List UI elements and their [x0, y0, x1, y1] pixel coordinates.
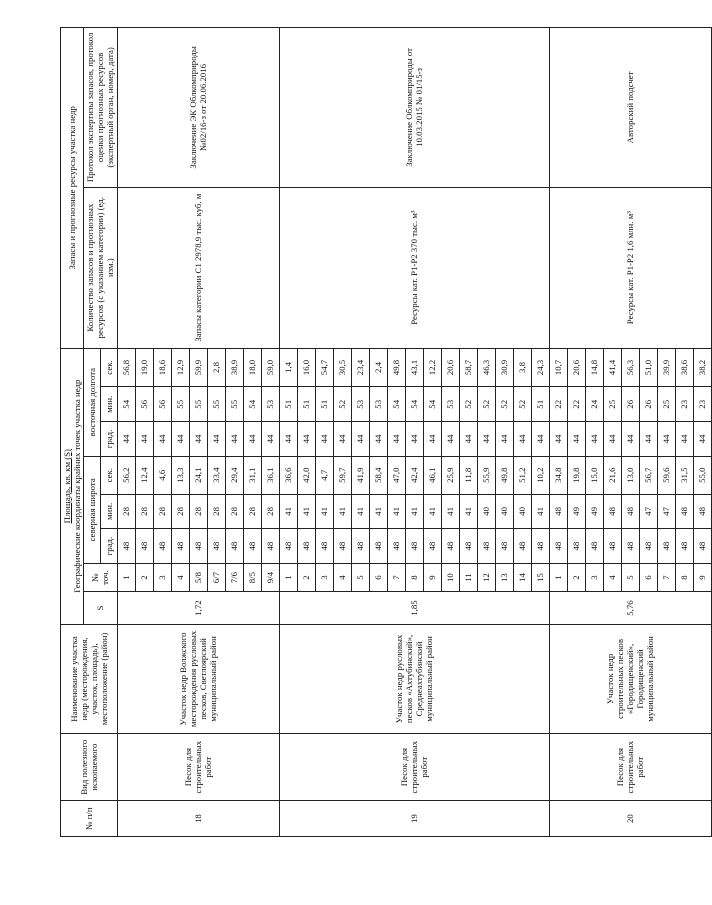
header-lat-sec: сек.	[100, 456, 117, 494]
long-sec: 18,6	[153, 348, 171, 387]
lat-min: 28	[171, 494, 189, 529]
lat-min: 28	[243, 494, 261, 529]
entry-mineral: Песок для строительных работ	[279, 734, 549, 801]
long-sec: 18,0	[243, 348, 261, 387]
long-min: 51	[531, 387, 549, 422]
lat-sec: 31,1	[243, 456, 261, 494]
lat-deg: 48	[477, 529, 495, 564]
lat-deg: 48	[135, 529, 153, 564]
lat-sec: 25,9	[441, 456, 459, 494]
header-long-min: мин.	[100, 387, 117, 422]
long-sec: 19,0	[135, 348, 153, 387]
point-number: 15	[531, 563, 549, 591]
header-protocol: Протокол экспертизы запасов, протокол оценки прогнозных ресурсов (экспертный орган, номер, дата)	[84, 28, 117, 188]
lat-min: 28	[117, 494, 135, 529]
long-deg: 44	[387, 422, 405, 457]
long-sec: 58,7	[459, 348, 477, 387]
long-deg: 44	[531, 422, 549, 457]
long-deg: 44	[549, 422, 567, 457]
long-deg: 44	[639, 422, 657, 457]
lat-deg: 48	[657, 529, 675, 564]
lat-min: 41	[531, 494, 549, 529]
lat-deg: 48	[243, 529, 261, 564]
point-number: 3	[585, 563, 603, 591]
long-sec: 3,8	[513, 348, 531, 387]
header-quantity: Количество запасов и прогнозных ресурсов (с указанием категории) (ед. изм.)	[84, 187, 117, 348]
entry-quantity: Запасы категории С1 2978,9 тыс. куб. м	[117, 187, 279, 348]
lat-min: 41	[423, 494, 441, 529]
point-number: 7	[387, 563, 405, 591]
lat-sec: 56,7	[639, 456, 657, 494]
lat-sec: 46,1	[423, 456, 441, 494]
long-sec: 2,8	[207, 348, 225, 387]
long-deg: 44	[693, 422, 711, 457]
entry-number: 19	[279, 801, 549, 837]
lat-min: 40	[477, 494, 495, 529]
lat-deg: 48	[171, 529, 189, 564]
long-min: 52	[459, 387, 477, 422]
entry-quantity: Ресурсы кат. Р1-Р2 1,6 млн. м³	[549, 187, 711, 348]
lat-min: 41	[387, 494, 405, 529]
long-min: 52	[477, 387, 495, 422]
header-name: Наименование участка недр (месторождения, участок, площадь), местоположение (район)	[61, 624, 118, 733]
long-min: 55	[225, 387, 243, 422]
long-sec: 56,8	[117, 348, 135, 387]
long-deg: 44	[261, 422, 279, 457]
long-min: 55	[189, 387, 207, 422]
long-deg: 44	[243, 422, 261, 457]
long-deg: 44	[405, 422, 423, 457]
rotated-table-frame	[60, 27, 707, 837]
header-mineral: Вид полезного ископаемого	[61, 734, 118, 801]
header-reserves: Запасы и прогнозные ресурсы участка недр	[61, 28, 84, 349]
point-number: 5	[621, 563, 639, 591]
long-sec: 49,8	[387, 348, 405, 387]
header-area-title: Площадь, кв. км (S)	[62, 449, 72, 524]
lat-deg: 48	[549, 529, 567, 564]
lat-deg: 48	[603, 529, 621, 564]
lat-deg: 48	[279, 529, 297, 564]
long-min: 22	[567, 387, 585, 422]
lat-sec: 13,3	[171, 456, 189, 494]
point-number: 11	[459, 563, 477, 591]
long-min: 51	[279, 387, 297, 422]
long-deg: 44	[153, 422, 171, 457]
lat-deg: 48	[189, 529, 207, 564]
lat-min: 40	[513, 494, 531, 529]
table-body	[117, 28, 711, 837]
long-sec: 12,2	[423, 348, 441, 387]
long-min: 53	[369, 387, 387, 422]
lat-min: 49	[585, 494, 603, 529]
lat-deg: 48	[153, 529, 171, 564]
lat-deg: 48	[459, 529, 477, 564]
lat-sec: 13,0	[621, 456, 639, 494]
lat-sec: 59,6	[657, 456, 675, 494]
lat-min: 41	[279, 494, 297, 529]
lat-sec: 42,0	[297, 456, 315, 494]
lat-sec: 36,6	[279, 456, 297, 494]
lat-deg: 48	[495, 529, 513, 564]
long-sec: 43,1	[405, 348, 423, 387]
long-deg: 44	[675, 422, 693, 457]
entry-area: 1,85	[279, 592, 549, 625]
long-min: 55	[207, 387, 225, 422]
long-min: 53	[351, 387, 369, 422]
lat-deg: 48	[207, 529, 225, 564]
lat-min: 41	[405, 494, 423, 529]
point-number: 2	[297, 563, 315, 591]
lat-min: 48	[675, 494, 693, 529]
lat-sec: 51,2	[513, 456, 531, 494]
lat-sec: 42,4	[405, 456, 423, 494]
point-number: 1	[279, 563, 297, 591]
long-sec: 38,6	[675, 348, 693, 387]
entry-mineral: Песок для строительных работ	[117, 734, 279, 801]
lat-min: 48	[693, 494, 711, 529]
long-min: 56	[135, 387, 153, 422]
point-number: 7	[657, 563, 675, 591]
point-number: 12	[477, 563, 495, 591]
long-sec: 30,9	[495, 348, 513, 387]
lat-sec: 15,0	[585, 456, 603, 494]
point-number: 2	[567, 563, 585, 591]
long-deg: 44	[495, 422, 513, 457]
long-deg: 44	[207, 422, 225, 457]
header-coords-title: Географические координаты крайних точек участка недр	[72, 379, 83, 593]
header-long-sec: сек.	[100, 348, 117, 387]
lat-sec: 58,4	[369, 456, 387, 494]
long-sec: 38,9	[225, 348, 243, 387]
header-lat-min: мин.	[100, 494, 117, 529]
lat-min: 41	[369, 494, 387, 529]
lat-sec: 47,0	[387, 456, 405, 494]
long-min: 24	[585, 387, 603, 422]
long-sec: 20,6	[441, 348, 459, 387]
long-min: 51	[297, 387, 315, 422]
lat-sec: 21,6	[603, 456, 621, 494]
lat-sec: 41,9	[351, 456, 369, 494]
long-min: 54	[117, 387, 135, 422]
point-number: 6	[639, 563, 657, 591]
header-point-no: № точ.	[84, 563, 117, 591]
long-min: 54	[405, 387, 423, 422]
long-min: 25	[603, 387, 621, 422]
lat-sec: 10,2	[531, 456, 549, 494]
lat-min: 49	[567, 494, 585, 529]
header-area	[61, 348, 84, 624]
table-row	[279, 28, 297, 837]
table-row	[117, 28, 135, 837]
header-lat-deg: град.	[100, 529, 117, 564]
point-number: 8	[405, 563, 423, 591]
lat-min: 48	[603, 494, 621, 529]
entry-name: Участок недр строительных песков «Городищенский», Городищенский муниципальный район	[549, 624, 711, 733]
long-sec: 1,4	[279, 348, 297, 387]
long-min: 22	[549, 387, 567, 422]
long-sec: 56,3	[621, 348, 639, 387]
long-sec: 2,4	[369, 348, 387, 387]
long-deg: 44	[621, 422, 639, 457]
lat-min: 28	[153, 494, 171, 529]
lat-sec: 12,4	[135, 456, 153, 494]
point-number: 9/4	[261, 563, 279, 591]
point-number: 8/5	[243, 563, 261, 591]
lat-sec: 34,8	[549, 456, 567, 494]
entry-area: 1,72	[117, 592, 279, 625]
long-sec: 23,4	[351, 348, 369, 387]
lat-deg: 48	[567, 529, 585, 564]
long-sec: 16,0	[297, 348, 315, 387]
lat-sec: 11,8	[459, 456, 477, 494]
entry-protocol: Авторский подсчет	[549, 28, 711, 188]
point-number: 8	[675, 563, 693, 591]
lat-min: 41	[315, 494, 333, 529]
point-number: 3	[153, 563, 171, 591]
subsoil-registry-table	[60, 27, 712, 837]
lat-min: 28	[225, 494, 243, 529]
lat-min: 28	[135, 494, 153, 529]
long-sec: 51,0	[639, 348, 657, 387]
long-deg: 44	[351, 422, 369, 457]
long-sec: 59,9	[189, 348, 207, 387]
long-deg: 44	[513, 422, 531, 457]
lat-min: 47	[657, 494, 675, 529]
point-number: 4	[603, 563, 621, 591]
point-number: 1	[117, 563, 135, 591]
lat-deg: 48	[117, 529, 135, 564]
lat-min: 28	[207, 494, 225, 529]
long-deg: 44	[369, 422, 387, 457]
long-deg: 44	[333, 422, 351, 457]
lat-deg: 48	[423, 529, 441, 564]
long-deg: 44	[171, 422, 189, 457]
lat-sec: 4,6	[153, 456, 171, 494]
point-number: 13	[495, 563, 513, 591]
long-min: 55	[171, 387, 189, 422]
header-north-lat: северная широта	[84, 456, 101, 563]
long-deg: 44	[567, 422, 585, 457]
point-number: 7/6	[225, 563, 243, 591]
lat-min: 28	[189, 494, 207, 529]
long-min: 23	[693, 387, 711, 422]
lat-sec: 59,7	[333, 456, 351, 494]
long-deg: 44	[135, 422, 153, 457]
lat-deg: 48	[405, 529, 423, 564]
table-row	[549, 28, 567, 837]
long-deg: 44	[477, 422, 495, 457]
entry-number: 20	[549, 801, 711, 837]
long-min: 56	[153, 387, 171, 422]
point-number: 6/7	[207, 563, 225, 591]
long-min: 52	[333, 387, 351, 422]
long-sec: 41,4	[603, 348, 621, 387]
long-deg: 44	[189, 422, 207, 457]
long-deg: 44	[117, 422, 135, 457]
entry-protocol: Заключение ЭК Облкомприроды №02/16-з от 20.06.2016	[117, 28, 279, 188]
long-sec: 10,7	[549, 348, 567, 387]
entry-protocol: Заключение Облкомприроды от 10.03.2015 № 01/15-з	[279, 28, 549, 188]
lat-sec: 49,8	[495, 456, 513, 494]
long-deg: 44	[297, 422, 315, 457]
lat-deg: 48	[387, 529, 405, 564]
lat-deg: 48	[351, 529, 369, 564]
point-number: 3	[315, 563, 333, 591]
long-sec: 59,0	[261, 348, 279, 387]
lat-sec: 36,1	[261, 456, 279, 494]
long-min: 26	[621, 387, 639, 422]
long-min: 54	[423, 387, 441, 422]
point-number: 9	[423, 563, 441, 591]
long-min: 53	[261, 387, 279, 422]
lat-min: 41	[441, 494, 459, 529]
lat-sec: 56,2	[117, 456, 135, 494]
entry-name: Участок недр русловых песков «Ахтубинский», Среднеахтубинский муниципальный район	[279, 624, 549, 733]
long-sec: 14,8	[585, 348, 603, 387]
point-number: 4	[333, 563, 351, 591]
long-sec: 38,2	[693, 348, 711, 387]
entry-name: Участок недр Волжского месторождения русловых песков, Светлоярский муниципальный район	[117, 624, 279, 733]
lat-min: 28	[261, 494, 279, 529]
long-deg: 44	[441, 422, 459, 457]
point-number: 14	[513, 563, 531, 591]
lat-deg: 48	[585, 529, 603, 564]
lat-deg: 48	[369, 529, 387, 564]
long-deg: 44	[657, 422, 675, 457]
long-deg: 44	[423, 422, 441, 457]
lat-min: 41	[297, 494, 315, 529]
long-sec: 54,7	[315, 348, 333, 387]
point-number: 10	[441, 563, 459, 591]
lat-deg: 48	[513, 529, 531, 564]
lat-sec: 33,4	[207, 456, 225, 494]
lat-sec: 19,8	[567, 456, 585, 494]
point-number: 4	[171, 563, 189, 591]
point-number: 9	[693, 563, 711, 591]
lat-min: 41	[351, 494, 369, 529]
long-min: 53	[441, 387, 459, 422]
lat-deg: 48	[531, 529, 549, 564]
lat-min: 48	[549, 494, 567, 529]
lat-deg: 48	[693, 529, 711, 564]
long-deg: 44	[225, 422, 243, 457]
lat-min: 47	[639, 494, 657, 529]
entry-number: 18	[117, 801, 279, 837]
header-long-deg: град.	[100, 422, 117, 457]
lat-deg: 48	[675, 529, 693, 564]
long-deg: 44	[279, 422, 297, 457]
point-number: 2	[135, 563, 153, 591]
point-number: 6	[369, 563, 387, 591]
lat-sec: 24,1	[189, 456, 207, 494]
header-number: № п/п	[61, 801, 118, 837]
long-deg: 44	[585, 422, 603, 457]
point-number: 1	[549, 563, 567, 591]
long-sec: 24,3	[531, 348, 549, 387]
point-number: 5/8	[189, 563, 207, 591]
lat-deg: 48	[621, 529, 639, 564]
lat-sec: 29,4	[225, 456, 243, 494]
lat-deg: 48	[441, 529, 459, 564]
lat-min: 40	[495, 494, 513, 529]
long-min: 25	[657, 387, 675, 422]
long-min: 54	[243, 387, 261, 422]
long-sec: 39,9	[657, 348, 675, 387]
entry-mineral: Песок для строительных работ	[549, 734, 711, 801]
long-deg: 44	[459, 422, 477, 457]
long-sec: 20,6	[567, 348, 585, 387]
lat-deg: 48	[333, 529, 351, 564]
long-deg: 44	[603, 422, 621, 457]
long-deg: 44	[315, 422, 333, 457]
long-min: 26	[639, 387, 657, 422]
long-min: 54	[387, 387, 405, 422]
long-sec: 46,3	[477, 348, 495, 387]
long-min: 51	[315, 387, 333, 422]
long-sec: 12,9	[171, 348, 189, 387]
long-min: 52	[513, 387, 531, 422]
lat-deg: 48	[225, 529, 243, 564]
point-number: 5	[351, 563, 369, 591]
entry-quantity: Ресурсы кат. Р1-Р2 370 тыс. м³	[279, 187, 549, 348]
lat-deg: 48	[261, 529, 279, 564]
lat-sec: 4,7	[315, 456, 333, 494]
long-min: 23	[675, 387, 693, 422]
lat-min: 48	[621, 494, 639, 529]
long-sec: 30,5	[333, 348, 351, 387]
lat-deg: 48	[297, 529, 315, 564]
lat-sec: 55,9	[477, 456, 495, 494]
lat-deg: 48	[315, 529, 333, 564]
entry-area: 5,76	[549, 592, 711, 625]
header-east-long: восточная долгота	[84, 348, 101, 456]
lat-min: 41	[459, 494, 477, 529]
header-s: S	[84, 592, 117, 625]
long-min: 52	[495, 387, 513, 422]
lat-sec: 55,0	[693, 456, 711, 494]
lat-sec: 31,5	[675, 456, 693, 494]
lat-min: 41	[333, 494, 351, 529]
lat-deg: 48	[639, 529, 657, 564]
